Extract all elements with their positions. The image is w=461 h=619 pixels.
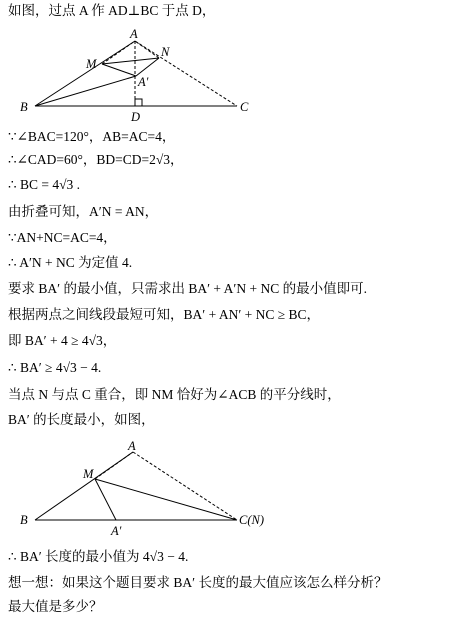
fig2-label-M: M <box>83 467 94 481</box>
fig2-label-A1: A′ <box>111 524 122 538</box>
text-line-11: ∴ BA′ ≥ 4√3 − 4. <box>8 360 102 375</box>
fig1-label-A1: A′ <box>138 75 149 89</box>
figure-1-triangle-fold <box>0 26 461 126</box>
text-line-2: ∵∠BAC=120°，AB=AC=4， <box>8 129 176 144</box>
fig1-label-D: D <box>131 110 141 124</box>
text-line-9: 根据两点之间线段最短可知，BA′ + AN′ + NC ≥ BC， <box>8 307 321 322</box>
text-line-12: 当点 N 与点 C 重合，即 NM 恰好为∠ACB 的平分线时， <box>8 387 341 402</box>
text-line-3: ∴∠CAD=60°，BD=CD=2√3， <box>8 152 184 167</box>
fig1-label-B: B <box>20 100 28 114</box>
text-line-7: ∴ A′N + NC 为定值 4. <box>8 255 133 270</box>
text-line-16: 最大值是多少？ <box>8 599 103 614</box>
text-line-5: 由折叠可知，A′N = AN， <box>8 204 159 219</box>
fig1-label-C: C <box>240 100 249 114</box>
text-line-1: 如图，过点 A 作 AD⊥BC 于点 D， <box>8 3 216 18</box>
fig1-label-N: N <box>161 45 170 59</box>
fig2-label-C: C(N) <box>239 513 264 527</box>
figure-2-triangle-fold <box>0 440 461 540</box>
text-line-4: ∴ BC = 4√3 . <box>8 177 80 192</box>
fig1-label-A: A <box>130 27 138 41</box>
text-line-14: ∴ BA′ 长度的最小值为 4√3 − 4. <box>8 549 189 564</box>
text-line-6: ∵AN+NC=AC=4， <box>8 230 117 245</box>
text-line-8: 要求 BA′ 的最小值，只需求出 BA′ + A′N + NC 的最小值即可. <box>8 281 367 296</box>
text-line-13: BA′ 的长度最小，如图， <box>8 412 155 427</box>
text-line-15: 想一想：如果这个题目要求 BA′ 长度的最大值应该怎么样分析？ <box>8 575 388 590</box>
fig2-label-A: A <box>128 440 136 453</box>
fig1-label-M: M <box>86 57 97 71</box>
fig2-label-B: B <box>20 513 28 527</box>
text-line-10: 即 BA′ + 4 ≥ 4√3， <box>8 333 117 348</box>
